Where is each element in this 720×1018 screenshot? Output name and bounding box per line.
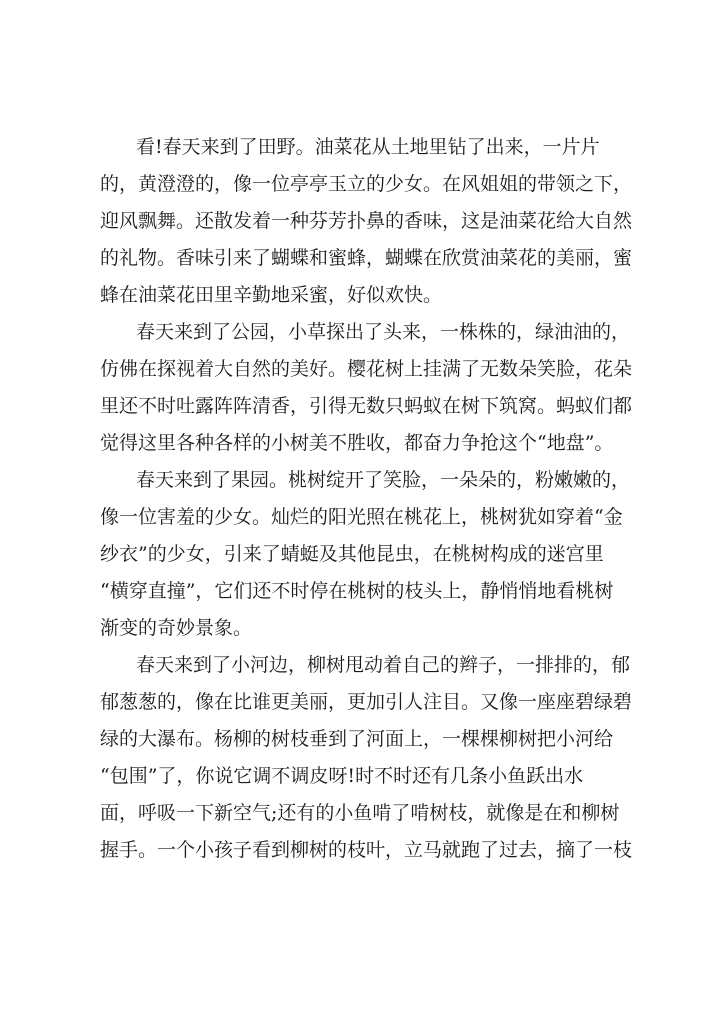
text-line: 看!春天来到了田野。油菜花从土地里钻了出来，一片片 <box>136 136 600 158</box>
text-line: 面，呼吸一下新空气;还有的小鱼啃了啃树枝，就像是在和柳树 <box>100 802 620 824</box>
text-line: 的礼物。香味引来了蝴蝶和蜜蜂，蝴蝶在欣赏油菜花的美丽，蜜 <box>100 247 633 269</box>
text-line: 纱衣”的少女，引来了蜻蜓及其他昆虫，在桃树构成的迷宫里 <box>100 543 604 565</box>
text-line: “包围”了，你说它调不调皮呀!时不时还有几条小鱼跃出水 <box>100 765 584 787</box>
text-line: 握手。一个小孩子看到柳树的枝叶，立马就跑了过去，摘了一枝 <box>100 839 633 861</box>
text-line: 觉得这里各种各样的小树美不胜收，都奋力争抢这个“地盘”。 <box>100 432 614 454</box>
text-line: 郁葱葱的，像在比谁更美丽，更加引人注目。又像一座座碧绿碧 <box>100 691 633 713</box>
text-line: 春天来到了小河边，柳树甩动着自己的辫子，一排排的，郁 <box>136 654 631 676</box>
text-line: 的，黄澄澄的，像一位亭亭玉立的少女。在风姐姐的带领之下， <box>100 173 633 195</box>
text-line: 渐变的奇妙景象。 <box>100 617 253 639</box>
text-line: 春天来到了果园。桃树绽开了笑脸，一朵朵的，粉嫩嫩的， <box>136 469 631 491</box>
text-line: 绿的大瀑布。杨柳的树枝垂到了河面上，一棵棵柳树把小河给 <box>100 728 614 750</box>
text-line: 蜂在油菜花田里辛勤地采蜜，好似欢快。 <box>100 284 443 306</box>
text-line: 迎风飘舞。还散发着一种芬芳扑鼻的香味，这是油菜花给大自然 <box>100 210 633 232</box>
text-line: 春天来到了公园，小草探出了头来，一株株的，绿油油的， <box>136 321 631 343</box>
text-line: 像一位害羞的少女。灿烂的阳光照在桃花上，桃树犹如穿着“金 <box>100 506 623 528</box>
text-line: 仿佛在探视着大自然的美好。樱花树上挂满了无数朵笑脸，花朵 <box>100 358 633 380</box>
text-line: 里还不时吐露阵阵清香，引得无数只蚂蚁在树下筑窝。蚂蚁们都 <box>100 395 633 417</box>
text-line: “横穿直撞”，它们还不时停在桃树的枝头上，静悄悄地看桃树 <box>100 580 614 602</box>
